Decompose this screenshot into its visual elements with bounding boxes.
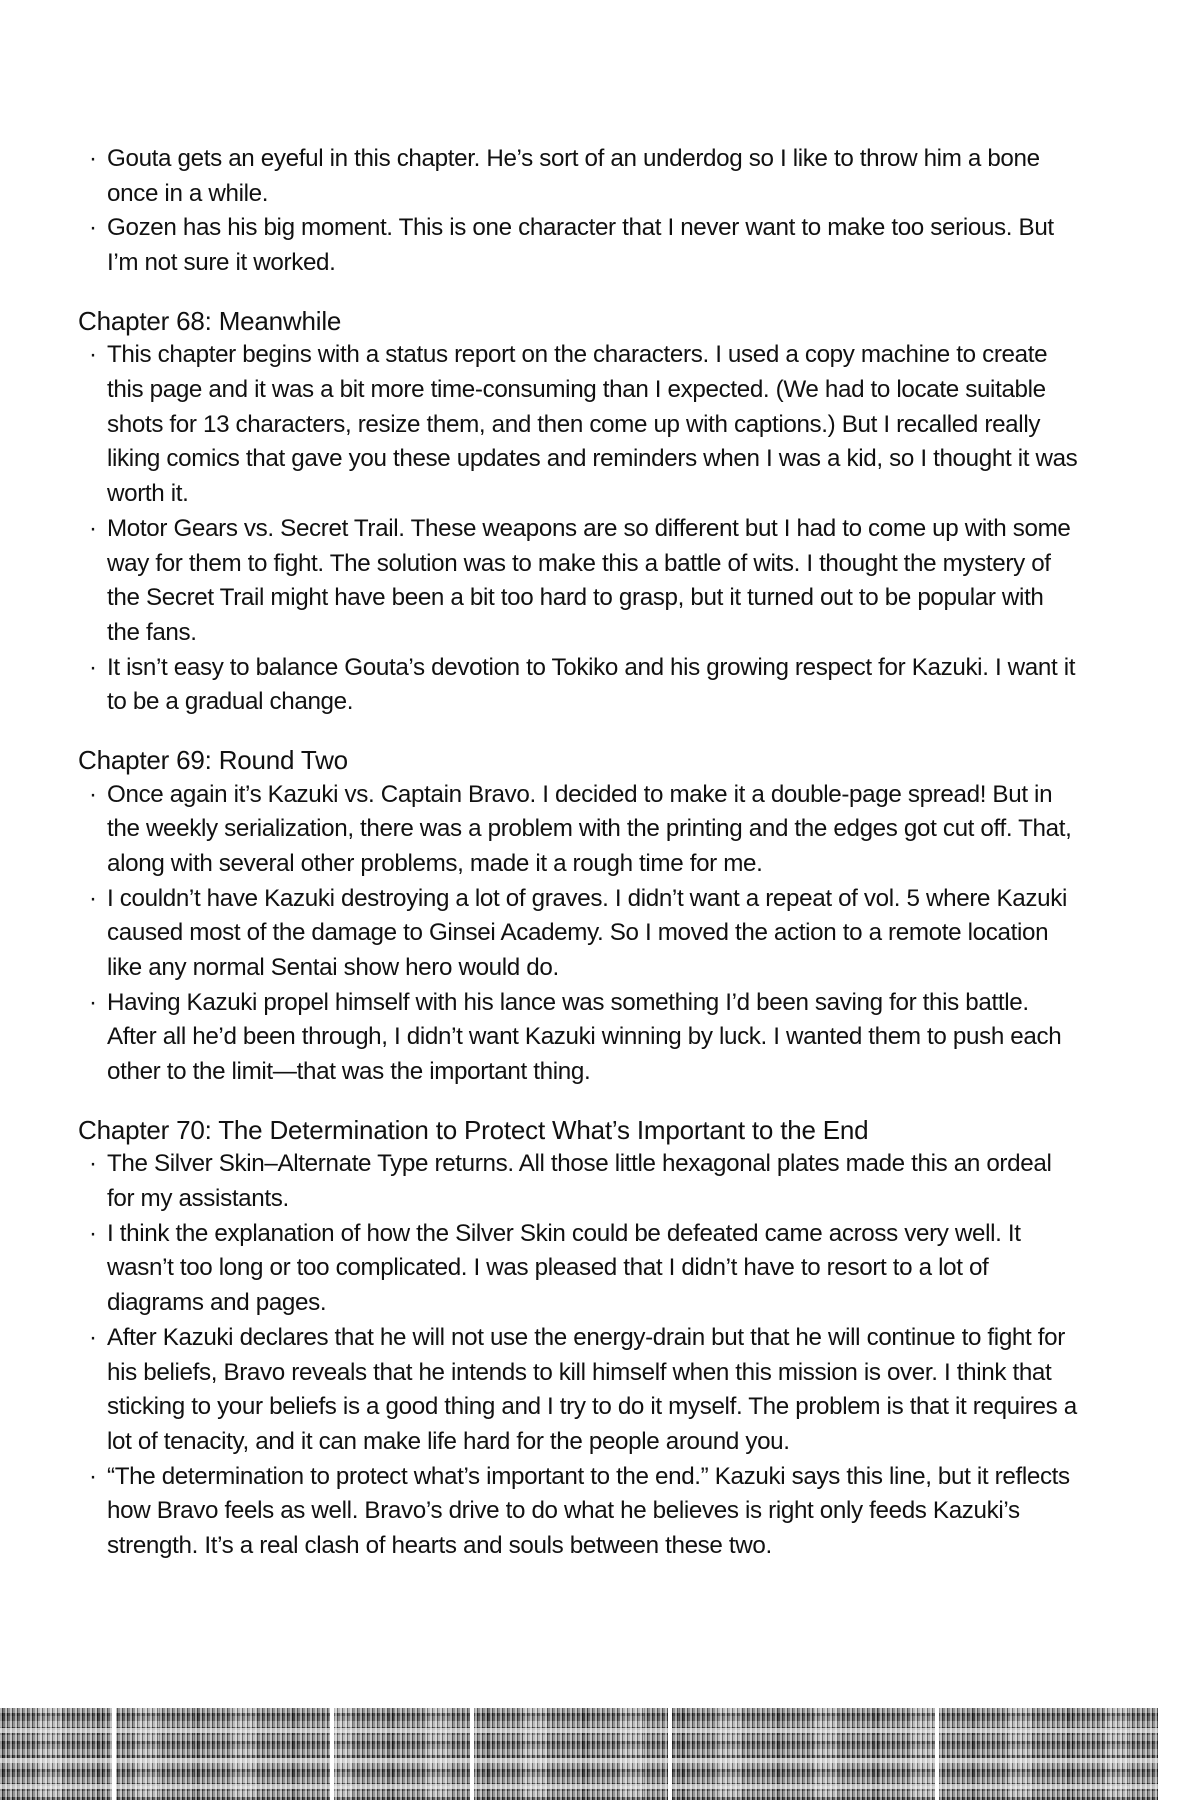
- bullet-item: [78, 512, 1078, 651]
- intro-bullet-list: [78, 142, 1078, 281]
- bullet-item: [78, 1460, 1078, 1564]
- intro-section: [78, 142, 1078, 281]
- chapter-bullet-list: [78, 338, 1078, 720]
- chapter-69-section: [78, 743, 1078, 1090]
- bullet-item: [78, 986, 1078, 1090]
- chapter-bullet-list: [78, 778, 1078, 1090]
- bullet-item: [78, 1147, 1078, 1216]
- pattern-band: [0, 1728, 1158, 1733]
- bullet-dot: ·: [89, 653, 97, 681]
- page-content: [78, 142, 1078, 1564]
- bullet-item: [78, 778, 1078, 882]
- decorative-pattern-strip: [0, 1708, 1158, 1800]
- bullet-dot: ·: [89, 884, 97, 912]
- bullet-dot: ·: [89, 780, 97, 808]
- bullet-text: Once again it’s Kazuki vs. Captain Bravo. I decided to make it a double-page spread! But in the weekly serialization, there was a problem with the printing and the edges got cut off. That, along with several other problems, made it a rough time for me.: [107, 780, 1072, 877]
- bullet-text: The Silver Skin–Alternate Type returns. All those little hexagonal plates made this an ordeal for my assistants.: [107, 1150, 1052, 1213]
- pattern-divider: [935, 1708, 939, 1800]
- bullet-text: After Kazuki declares that he will not use the energy-drain but that he will continue to fight for his beliefs, Bravo reveals that he intends to kill himself when this mission is over. I think that sticking to your beliefs is a good thing and I try to do it myself. The problem is that it requires a lot of tenacity, and it can make life hard for the people around you.: [107, 1323, 1077, 1455]
- bullet-text: Gozen has his big moment. This is one character that I never want to make too serious. But I’m not sure it worked.: [107, 214, 1054, 277]
- bullet-dot: ·: [89, 514, 97, 542]
- bullet-text: I couldn’t have Kazuki destroying a lot of graves. I didn’t want a repeat of vol. 5 where Kazuki caused most of the damage to Ginsei Academy. So I moved the action to a remote location like any normal Sentai show hero would do.: [107, 884, 1067, 982]
- bullet-dot: ·: [89, 341, 97, 369]
- bullet-item: [78, 142, 1078, 211]
- chapter-heading: Chapter 69: Round Two: [78, 745, 348, 776]
- chapter-heading: Chapter 70: The Determination to Protect What’s Important to the End: [78, 1114, 869, 1145]
- bullet-text: Gouta gets an eyeful in this chapter. He’s sort of an underdog so I like to throw him a bone once in a while.: [107, 145, 1040, 207]
- pattern-band: [0, 1784, 1158, 1789]
- bullet-text: “The determination to protect what’s important to the end.” Kazuki says this line, but it reflects how Bravo feels as well. Bravo’s drive to do what he believes is right only feeds Kazuki’s strength. It’s a real clash of hearts and souls between these two.: [107, 1462, 1070, 1560]
- bullet-text: This chapter begins with a status report on the characters. I used a copy machine to create this page and it was a bit more time-consuming than I expected. (We had to locate suitable shots for 13 characters, resize them, and then come up with captions.) But I recalled really liking comics that gave you these updates and reminders when I was a kid, so I thought it was worth it.: [107, 341, 1078, 508]
- pattern-divider: [668, 1708, 672, 1800]
- bullet-dot: ·: [89, 1462, 97, 1490]
- bullet-item: [78, 1321, 1078, 1460]
- bullet-item: [78, 1217, 1078, 1321]
- bullet-item: [78, 211, 1078, 280]
- bullet-dot: ·: [89, 988, 97, 1016]
- pattern-divider: [330, 1708, 334, 1800]
- pattern-band: [0, 1758, 1158, 1763]
- bullet-dot: ·: [89, 145, 97, 172]
- pattern-divider: [470, 1708, 474, 1800]
- bullet-text: I think the explanation of how the Silver Skin could be defeated came across very well. It wasn’t too long or too complicated. I was pleased that I didn’t have to resort to a lot of diagrams and pages.: [107, 1219, 1021, 1317]
- bullet-text: It isn’t easy to balance Gouta’s devotion to Tokiko and his growing respect for Kazuki. I want it to be a gradual change.: [107, 653, 1076, 716]
- bullet-dot: ·: [89, 1150, 97, 1178]
- bullet-text: Motor Gears vs. Secret Trail. These weapons are so different but I had to come up with some way for them to fight. The solution was to make this a battle of wits. I thought the mystery of the Secret Trail might have been a bit too hard to grasp, but it turned out to be popular with the fans.: [107, 514, 1071, 646]
- chapter-bullet-list: [78, 1147, 1078, 1563]
- pattern-divider: [112, 1708, 116, 1800]
- bullet-item: [78, 651, 1078, 720]
- bullet-dot: ·: [89, 214, 97, 242]
- bullet-text: Having Kazuki propel himself with his lance was something I’d been saving for this battle. After all he’d been through, I didn’t want Kazuki winning by luck. I wanted them to push each other to the limit—that was the important thing.: [107, 988, 1062, 1086]
- chapter-68-section: [78, 304, 1078, 720]
- chapter-heading: Chapter 68: Meanwhile: [78, 305, 342, 336]
- chapter-70-section: [78, 1113, 1078, 1564]
- bullet-dot: ·: [89, 1323, 97, 1351]
- bullet-dot: ·: [89, 1219, 97, 1247]
- bullet-item: [78, 882, 1078, 986]
- bullet-item: [78, 338, 1078, 512]
